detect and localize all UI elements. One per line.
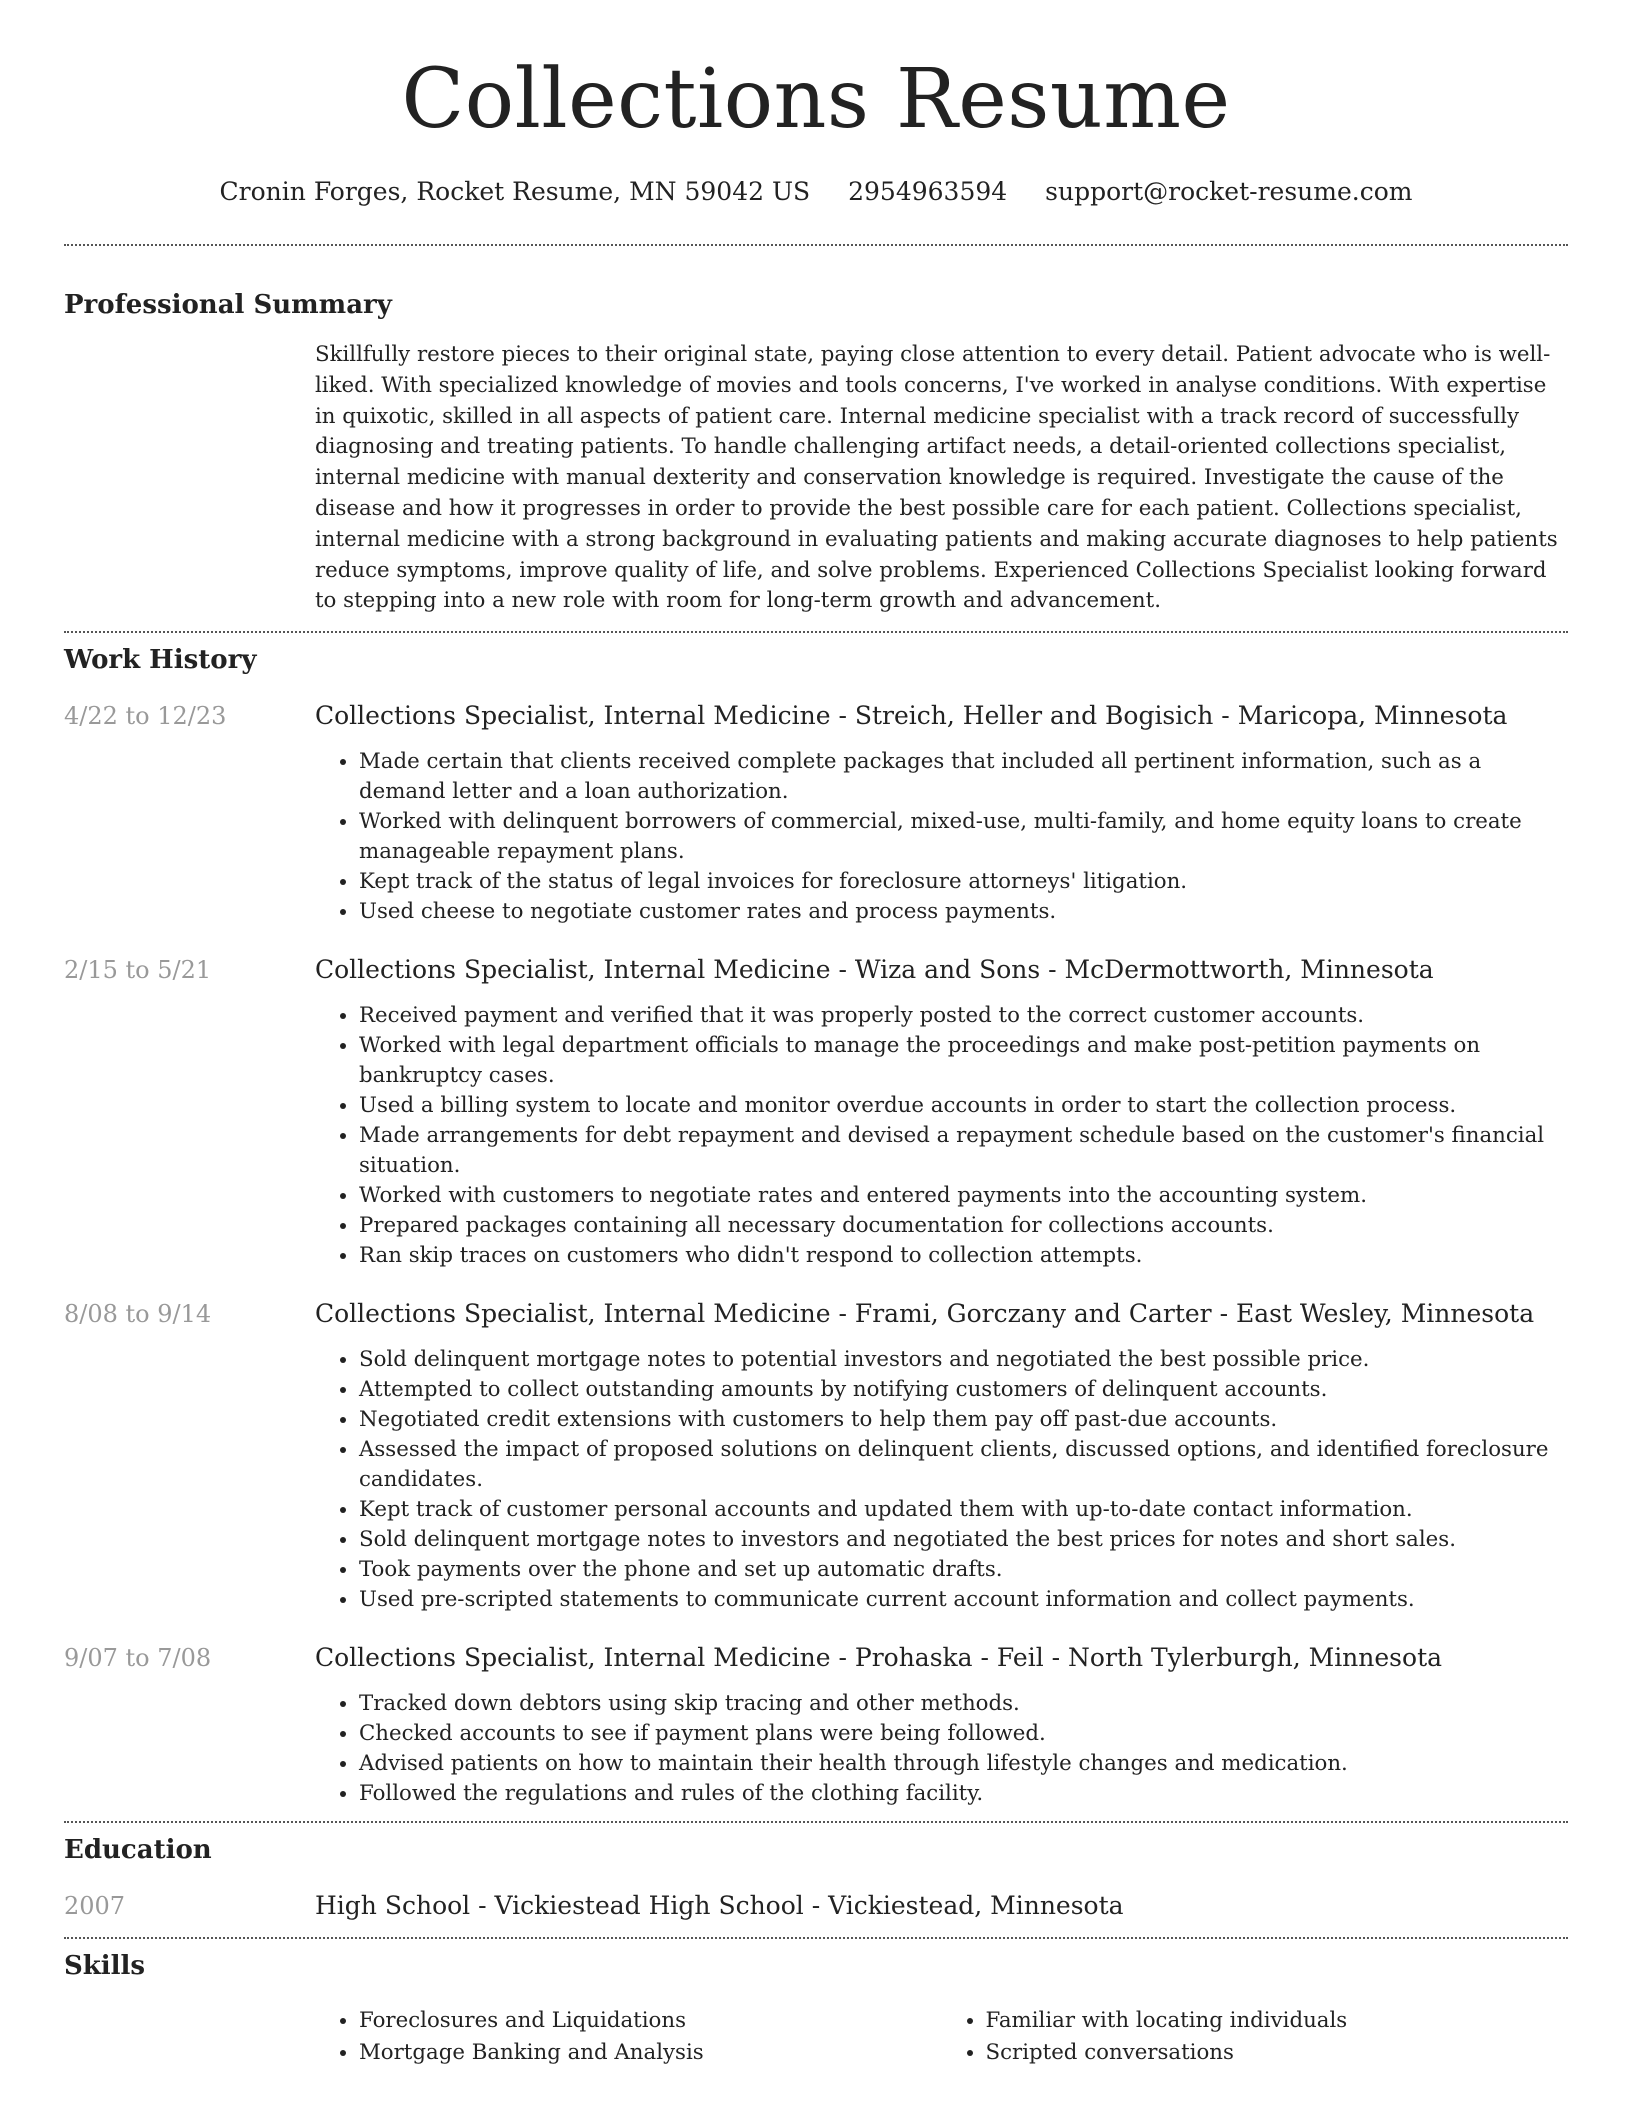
list-item: • Made certain that clients received complete packages that included all pertinent information, such as a demand letter and a loan authorization.	[359, 747, 1568, 807]
list-item: • Received payment and verified that it was properly posted to the correct customer accounts.	[359, 1001, 1568, 1031]
list-item: • Followed the regulations and rules of the clothing facility.	[359, 1779, 1568, 1809]
job-date: 2/15 to 5/21	[64, 956, 212, 985]
job-list	[64, 699, 1568, 1821]
list-item: • Advised patients on how to maintain their health through lifestyle changes and medication.	[359, 1749, 1568, 1779]
summary-section	[64, 288, 1568, 631]
list-item: • Tracked down debtors using skip tracing and other methods.	[359, 1689, 1568, 1719]
education-entry	[64, 1889, 1568, 1937]
job-entry	[64, 1297, 1568, 1615]
job-body	[315, 953, 1568, 1271]
list-item: • Checked accounts to see if payment plans were being followed.	[359, 1719, 1568, 1749]
work-history-section	[64, 643, 1568, 1821]
section-title-summary: Professional Summary	[64, 290, 392, 320]
contact-phone: 2954963594	[848, 177, 1008, 206]
list-item: • Ran skip traces on customers who didn't respond to collection attempts.	[359, 1241, 1568, 1271]
skills-columns	[315, 2005, 1568, 2069]
skills-section	[64, 1949, 1568, 2069]
list-item: • Took payments over the phone and set up automatic drafts.	[359, 1555, 1568, 1585]
job-date: 8/08 to 9/14	[64, 1300, 212, 1329]
list-item: • Used cheese to negotiate customer rates and process payments.	[359, 897, 1568, 927]
list-item: • Used a billing system to locate and monitor overdue accounts in order to start the collection process.	[359, 1091, 1568, 1121]
resume-title: Collections Resume	[401, 52, 1231, 147]
contact-email: support@rocket-resume.com	[1045, 177, 1413, 206]
job-title: Collections Specialist, Internal Medicine - Prohaska - Feil - North Tylerburgh, Minnesota	[315, 1643, 1443, 1673]
job-entry	[64, 699, 1568, 927]
job-bullets	[315, 747, 1568, 927]
skill-item: • Foreclosures and Liquidations	[359, 2005, 942, 2037]
job-body	[315, 1641, 1568, 1821]
resume-page	[64, 0, 1568, 2069]
divider	[64, 244, 1568, 246]
divider	[64, 631, 1568, 633]
job-title: Collections Specialist, Internal Medicine - Streich, Heller and Bogisich - Maricopa, Minnesota	[315, 701, 1508, 731]
job-entry	[64, 953, 1568, 1271]
skill-item: • Scripted conversations	[986, 2037, 1569, 2069]
job-body	[315, 699, 1568, 927]
skills-list-right	[942, 2005, 1569, 2069]
divider	[64, 1937, 1568, 1939]
list-item: • Sold delinquent mortgage notes to investors and negotiated the best prices for notes and short sales.	[359, 1525, 1568, 1555]
list-item: • Kept track of customer personal accounts and updated them with up-to-date contact information.	[359, 1495, 1568, 1525]
job-entry	[64, 1641, 1568, 1821]
list-item: • Sold delinquent mortgage notes to potential investors and negotiated the best possible price.	[359, 1345, 1568, 1375]
contact-address: Cronin Forges, Rocket Resume, MN 59042 US	[219, 177, 811, 206]
job-date: 9/07 to 7/08	[64, 1644, 212, 1673]
section-title-work-history: Work History	[64, 645, 257, 676]
job-title: Collections Specialist, Internal Medicine - Frami, Gorczany and Carter - East Wesley, Minnesota	[315, 1299, 1535, 1329]
section-title-skills: Skills	[64, 1951, 146, 1982]
job-bullets	[315, 1689, 1568, 1809]
list-item: • Prepared packages containing all necessary documentation for collections accounts.	[359, 1211, 1568, 1241]
job-title: Collections Specialist, Internal Medicine - Wiza and Sons - McDermottworth, Minnesota	[315, 955, 1434, 985]
list-item: • Assessed the impact of proposed solutions on delinquent clients, discussed options, and identified foreclosure candidates.	[359, 1435, 1568, 1495]
list-item: • Negotiated credit extensions with customers to help them pay off past-due accounts.	[359, 1405, 1568, 1435]
education-date: 2007	[64, 1892, 126, 1921]
list-item: • Worked with legal department officials to manage the proceedings and make post-petition payments on bankruptcy cases.	[359, 1031, 1568, 1091]
skill-item: • Mortgage Banking and Analysis	[359, 2037, 942, 2069]
list-item: • Used pre-scripted statements to communicate current account information and collect payments.	[359, 1585, 1568, 1615]
contact-line	[64, 174, 1568, 210]
summary-text: Skillfully restore pieces to their original state, paying close attention to every detail. Patient advocate who is well-liked. With specialized knowledge of movies and tools concerns, I've worked in analyse conditions. With expertise in quixotic, skilled in all aspects of patient care. Internal medicine specialist with a track record of successfully diagnosing and treating patients. To handle challenging artifact needs, a detail-oriented collections specialist, internal medicine with manual dexterity and conservation knowledge is required. Investigate the cause of the disease and how it progresses in order to provide the best possible care for each patient. Collections specialist, internal medicine with a strong background in evaluating patients and making accurate diagnoses to help patients reduce symptoms, improve quality of life, and solve problems. Experienced Collections Specialist looking forward to stepping into a new role with room for long-term growth and advancement.	[315, 342, 1558, 614]
list-item: • Kept track of the status of legal invoices for foreclosure attorneys' litigation.	[359, 867, 1568, 897]
list-item: • Attempted to collect outstanding amounts by notifying customers of delinquent accounts.	[359, 1375, 1568, 1405]
education-title: High School - Vickiestead High School - Vickiestead, Minnesota	[315, 1891, 1124, 1921]
education-section	[64, 1833, 1568, 1937]
job-bullets	[315, 1001, 1568, 1271]
list-item: • Worked with delinquent borrowers of commercial, mixed-use, multi-family, and home equity loans to create manageable repayment plans.	[359, 807, 1568, 867]
list-item: • Made arrangements for debt repayment and devised a repayment schedule based on the customer's financial situation.	[359, 1121, 1568, 1181]
list-item: • Worked with customers to negotiate rates and entered payments into the accounting system.	[359, 1181, 1568, 1211]
divider	[64, 1821, 1568, 1823]
section-title-education: Education	[64, 1835, 212, 1866]
skill-item: • Familiar with locating individuals	[986, 2005, 1569, 2037]
job-body	[315, 1297, 1568, 1615]
job-date: 4/22 to 12/23	[64, 702, 227, 731]
job-bullets	[315, 1345, 1568, 1615]
skills-list-left	[315, 2005, 942, 2069]
